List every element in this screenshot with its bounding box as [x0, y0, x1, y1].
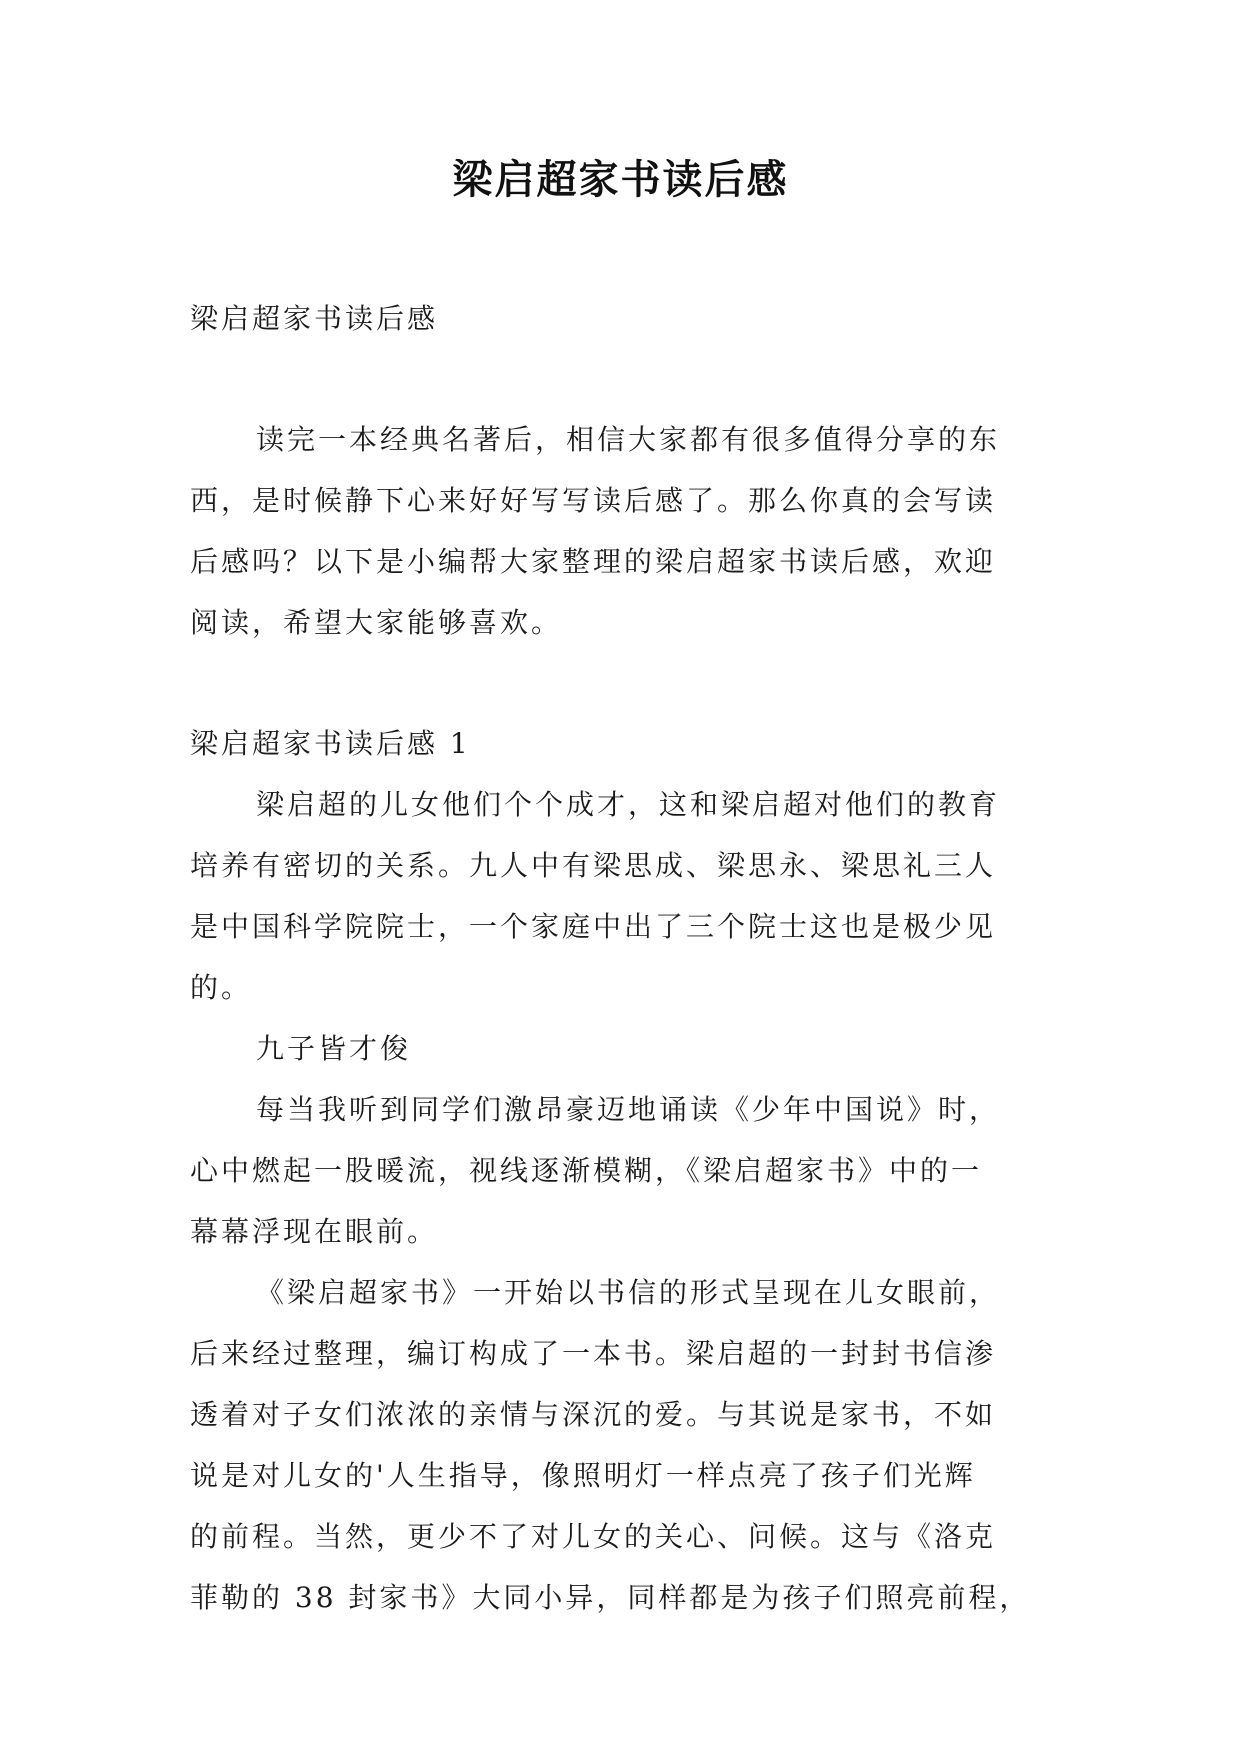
document-title: 梁启超家书读后感: [452, 156, 789, 203]
paragraph-line: 西，是时候静下心来好好写写读后感了。那么你真的会写读: [190, 484, 997, 517]
paragraph-line: 透着对子女们浓浓的亲情与深沉的爱。与其说是家书，不如: [190, 1398, 997, 1431]
paragraph-line: 读完一本经典名著后，相信大家都有很多值得分享的东: [256, 423, 1001, 456]
paragraph-line: 培养有密切的关系。九人中有梁思成、梁思永、梁思礼三人: [190, 849, 997, 882]
section-heading: 梁启超家书读后感 1: [190, 727, 471, 760]
document-body: [190, 288, 1058, 1628]
paragraph-line: 梁启超的儿女他们个个成才，这和梁启超对他们的教育: [256, 788, 1001, 821]
subtitle-line: 梁启超家书读后感: [190, 302, 439, 335]
paragraph-line: 后来经过整理，编订构成了一本书。梁启超的一封封书信渗: [190, 1337, 997, 1370]
paragraph-line: 的前程。当然，更少不了对儿女的关心、问候。这与《洛克: [190, 1520, 997, 1553]
paragraph-line: 每当我听到同学们激昂豪迈地诵读《少年中国说》时，: [256, 1093, 1001, 1126]
subheading-line: 九子皆才俊: [256, 1032, 412, 1065]
paragraph-line: 是中国科学院院士，一个家庭中出了三个院士这也是极少见: [190, 910, 997, 943]
paragraph-line: 阅读，希望大家能够喜欢。: [190, 606, 563, 639]
paragraph-line: 幕幕浮现在眼前。: [190, 1215, 439, 1248]
paragraph-line: 《梁启超家书》一开始以书信的形式呈现在儿女眼前，: [256, 1276, 1001, 1309]
paragraph-line: 后感吗？以下是小编帮大家整理的梁启超家书读后感，欢迎: [190, 545, 997, 578]
paragraph-line: 菲勒的 38 封家书》大同小异，同样都是为孩子们照亮前程，: [190, 1581, 1031, 1614]
paragraph-line: 心中燃起一股暖流，视线逐渐模糊，《梁启超家书》中的一: [190, 1154, 983, 1187]
paragraph-line: 说是对儿女的'人生指导，像照明灯一样点亮了孩子们光辉: [190, 1459, 976, 1492]
paragraph-line: 的。: [190, 971, 253, 1004]
